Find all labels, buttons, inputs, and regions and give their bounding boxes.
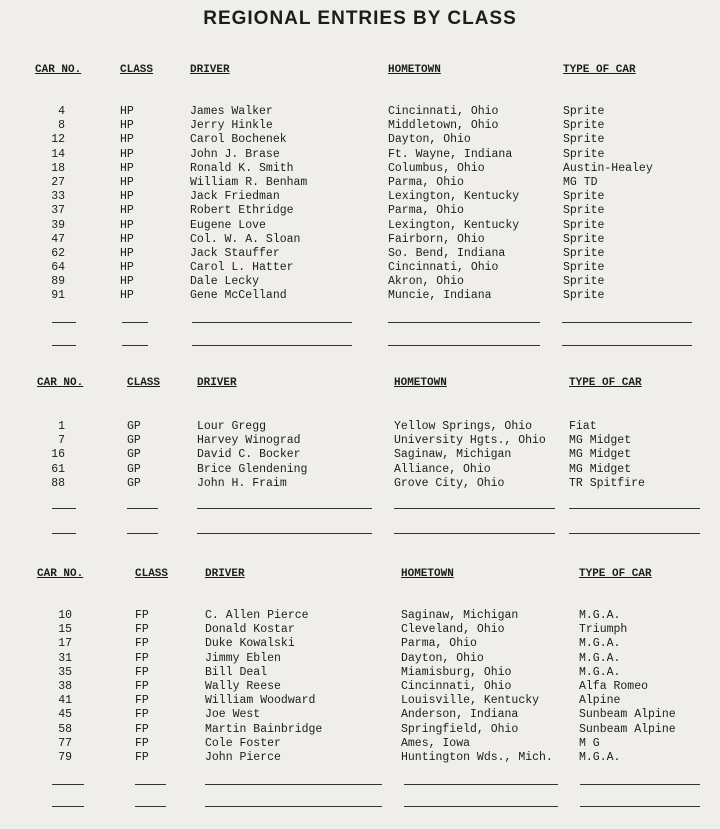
blank-entry-line (394, 533, 555, 534)
entry-row (0, 637, 720, 651)
car-number: 33 (51, 190, 65, 204)
driver: Duke Kowalski (205, 637, 295, 651)
entry-row (0, 666, 720, 680)
hometown: Miamisburg, Ohio (401, 665, 512, 679)
blank-entry-line (122, 345, 148, 346)
car-number: 41 (58, 694, 72, 708)
header-class: CLASS (135, 568, 169, 580)
car-type: M.G.A. (579, 651, 621, 665)
class: FP (135, 694, 149, 708)
blank-entry-line (394, 508, 555, 509)
car-type: MG TD (563, 175, 598, 189)
car-number: 58 (58, 722, 72, 736)
hometown: Yellow Springs, Ohio (394, 420, 533, 433)
class: GP (127, 448, 141, 462)
blank-entry-line (127, 508, 158, 509)
car-type: M.G.A. (579, 637, 621, 651)
class: HP (120, 275, 134, 289)
car-type: Sprite (563, 105, 605, 118)
car-number: 88 (51, 476, 65, 490)
entry-row (0, 133, 720, 147)
hometown: Cincinnati, Ohio (388, 105, 499, 118)
driver: Martin Bainbridge (205, 722, 323, 736)
class: FP (135, 637, 149, 651)
entry-row (0, 477, 720, 491)
car-number: 77 (58, 736, 72, 750)
car-type: Alpine (579, 694, 621, 708)
blank-entry-line (580, 806, 700, 807)
car-number: 38 (58, 679, 72, 693)
car-type: M.G.A. (579, 609, 621, 622)
hometown: University Hgts., Ohio (394, 434, 546, 448)
driver: Donald Kostar (205, 623, 295, 637)
car-type: Sprite (563, 147, 605, 161)
blank-entry-line (562, 345, 692, 346)
blank-entry-line (205, 784, 382, 785)
driver: C. Allen Pierce (205, 609, 309, 622)
blank-entry-line (562, 322, 692, 323)
entry-row (0, 652, 720, 666)
class: HP (120, 190, 134, 204)
header-driver: DRIVER (190, 64, 230, 76)
blank-entry-line (197, 533, 372, 534)
entry-row (0, 723, 720, 737)
car-number: 8 (58, 119, 65, 133)
class: HP (120, 246, 134, 260)
entry-row (0, 190, 720, 204)
car-number: 35 (58, 665, 72, 679)
header-hometown: HOMETOWN (388, 64, 441, 76)
hometown: Akron, Ohio (388, 275, 464, 289)
car-type: Triumph (579, 623, 628, 637)
driver: Robert Ethridge (190, 204, 294, 218)
header-class: CLASS (120, 64, 154, 76)
class: FP (135, 651, 149, 665)
entry-row (0, 420, 720, 434)
car-number: 64 (51, 261, 65, 275)
class: HP (120, 218, 134, 232)
hometown: Dayton, Ohio (388, 133, 471, 147)
blank-entry-line (52, 322, 76, 323)
car-number: 7 (58, 434, 65, 448)
blank-entry-line (404, 806, 558, 807)
class: GP (127, 462, 141, 476)
car-type: MG Midget (569, 448, 632, 462)
class: HP (120, 232, 134, 246)
entry-row (0, 694, 720, 708)
blank-entry-line (52, 806, 84, 807)
hometown: Parma, Ohio (388, 175, 464, 189)
driver: Carol L. Hatter (190, 261, 294, 275)
hometown: Cincinnati, Ohio (401, 679, 512, 693)
driver: Jerry Hinkle (190, 119, 273, 133)
driver: Harvey Winograd (197, 434, 301, 448)
car-type: Sprite (563, 119, 605, 133)
hometown: Saginaw, Michigan (394, 448, 512, 462)
car-type: Sunbeam Alpine (579, 722, 676, 736)
blank-entry-line (388, 345, 540, 346)
car-type: Sprite (563, 218, 605, 232)
blank-entry-line (205, 806, 382, 807)
car-type: M.G.A. (579, 750, 621, 764)
blank-entry-line (192, 345, 352, 346)
entry-row (0, 737, 720, 751)
entry-row (0, 105, 720, 119)
entry-row (0, 261, 720, 275)
entry-row (0, 751, 720, 765)
blank-entry-line (569, 533, 700, 534)
header-car-number: CAR NO. (35, 64, 82, 76)
header-driver: DRIVER (205, 568, 245, 580)
hometown: Parma, Ohio (388, 204, 464, 218)
hometown: Anderson, Indiana (401, 708, 519, 722)
entry-row (0, 434, 720, 448)
entry-row (0, 680, 720, 694)
hometown: Ft. Wayne, Indiana (388, 147, 513, 161)
entry-row (0, 204, 720, 218)
driver: Brice Glendening (197, 462, 308, 476)
hometown: So. Bend, Indiana (388, 246, 506, 260)
car-number: 39 (51, 218, 65, 232)
class: FP (135, 750, 149, 764)
hometown: Middletown, Ohio (388, 119, 499, 133)
car-type: Fiat (569, 420, 597, 433)
class: FP (135, 609, 149, 622)
entry-row (0, 162, 720, 176)
car-type: MG Midget (569, 434, 632, 448)
car-number: 4 (58, 105, 65, 118)
header-car-number: CAR NO. (37, 377, 84, 389)
driver: Carol Bochenek (190, 133, 287, 147)
driver: James Walker (190, 105, 273, 118)
car-number: 31 (58, 651, 72, 665)
driver: Jimmy Eblen (205, 651, 281, 665)
header-car-type: TYPE OF CAR (563, 64, 636, 76)
blank-entry-line (192, 322, 352, 323)
class: FP (135, 665, 149, 679)
class: FP (135, 722, 149, 736)
driver: Ronald K. Smith (190, 161, 294, 175)
hometown: Lexington, Kentucky (388, 218, 520, 232)
hometown: Cincinnati, Ohio (388, 261, 499, 275)
class: HP (120, 105, 134, 118)
driver: William Woodward (205, 694, 316, 708)
car-number: 12 (51, 133, 65, 147)
header-car-type: TYPE OF CAR (579, 568, 652, 580)
driver: Cole Foster (205, 736, 281, 750)
car-type: Sprite (563, 261, 605, 275)
car-type: Austin-Healey (563, 161, 653, 175)
class: GP (127, 420, 141, 433)
car-number: 37 (51, 204, 65, 218)
entry-row (0, 148, 720, 162)
entry-row (0, 448, 720, 462)
header-car-number: CAR NO. (37, 568, 84, 580)
class: HP (120, 175, 134, 189)
hometown: Ames, Iowa (401, 736, 471, 750)
hometown: Huntington Wds., Mich. (401, 750, 553, 764)
entry-row (0, 219, 720, 233)
entry-row (0, 609, 720, 623)
car-number: 16 (51, 448, 65, 462)
car-type: Sprite (563, 190, 605, 204)
class: HP (120, 133, 134, 147)
blank-entry-line (197, 508, 372, 509)
car-type: M G (579, 736, 600, 750)
car-number: 15 (58, 623, 72, 637)
car-type: Sprite (563, 246, 605, 260)
blank-entry-line (52, 508, 76, 509)
entry-row (0, 623, 720, 637)
blank-entry-line (580, 784, 700, 785)
class: HP (120, 119, 134, 133)
car-type: Sprite (563, 289, 605, 303)
header-car-type: TYPE OF CAR (569, 377, 642, 389)
blank-entry-line (127, 533, 158, 534)
class: HP (120, 161, 134, 175)
car-number: 45 (58, 708, 72, 722)
entry-row (0, 708, 720, 722)
blank-entry-line (52, 345, 76, 346)
blank-entry-line (52, 784, 84, 785)
class: GP (127, 476, 141, 490)
car-number: 1 (58, 420, 65, 433)
class: FP (135, 736, 149, 750)
entry-row (0, 247, 720, 261)
car-number: 27 (51, 175, 65, 189)
column-headers (0, 568, 720, 584)
driver: Gene McCelland (190, 289, 287, 303)
car-number: 10 (58, 609, 72, 622)
entry-row (0, 233, 720, 247)
car-number: 91 (51, 289, 65, 303)
car-type: TR Spitfire (569, 476, 645, 490)
blank-entry-line (388, 322, 540, 323)
hometown: Springfield, Ohio (401, 722, 519, 736)
hometown: Cleveland, Ohio (401, 623, 505, 637)
blank-entry-line (52, 533, 76, 534)
hometown: Parma, Ohio (401, 637, 477, 651)
driver: John H. Fraim (197, 476, 287, 490)
driver: Joe West (205, 708, 261, 722)
driver: William R. Benham (190, 175, 308, 189)
hometown: Muncie, Indiana (388, 289, 492, 303)
hometown: Alliance, Ohio (394, 462, 491, 476)
driver: Col. W. A. Sloan (190, 232, 301, 246)
car-type: Sprite (563, 232, 605, 246)
page-title: REGIONAL ENTRIES BY CLASS (203, 8, 517, 29)
driver: Dale Lecky (190, 275, 260, 289)
hometown: Saginaw, Michigan (401, 609, 519, 622)
class: FP (135, 679, 149, 693)
car-number: 79 (58, 750, 72, 764)
class: HP (120, 204, 134, 218)
car-type: Sunbeam Alpine (579, 708, 676, 722)
blank-entry-line (122, 322, 148, 323)
driver: Lour Gregg (197, 420, 267, 433)
header-class: CLASS (127, 377, 161, 389)
column-headers (0, 377, 720, 393)
driver: Jack Stauffer (190, 246, 280, 260)
class: HP (120, 289, 134, 303)
car-number: 62 (51, 246, 65, 260)
hometown: Dayton, Ohio (401, 651, 484, 665)
blank-entry-line (135, 784, 166, 785)
car-number: 18 (51, 161, 65, 175)
header-driver: DRIVER (197, 377, 237, 389)
header-hometown: HOMETOWN (394, 377, 447, 389)
car-type: MG Midget (569, 462, 632, 476)
driver: John J. Brase (190, 147, 280, 161)
entry-row (0, 463, 720, 477)
hometown: Lexington, Kentucky (388, 190, 520, 204)
driver: Bill Deal (205, 665, 268, 679)
driver: David C. Bocker (197, 448, 301, 462)
car-type: Alfa Romeo (579, 679, 649, 693)
blank-entry-line (569, 508, 700, 509)
column-headers (0, 64, 720, 80)
entry-row (0, 289, 720, 303)
car-type: Sprite (563, 133, 605, 147)
class: FP (135, 708, 149, 722)
car-number: 61 (51, 462, 65, 476)
car-type: Sprite (563, 275, 605, 289)
entry-row (0, 176, 720, 190)
hometown: Grove City, Ohio (394, 476, 505, 490)
car-number: 17 (58, 637, 72, 651)
car-number: 47 (51, 232, 65, 246)
class: FP (135, 623, 149, 637)
car-type: Sprite (563, 204, 605, 218)
car-number: 14 (51, 147, 65, 161)
driver: Jack Friedman (190, 190, 280, 204)
hometown: Fairborn, Ohio (388, 232, 485, 246)
car-type: M.G.A. (579, 665, 621, 679)
hometown: Columbus, Ohio (388, 161, 485, 175)
car-number: 89 (51, 275, 65, 289)
header-hometown: HOMETOWN (401, 568, 454, 580)
driver: Wally Reese (205, 679, 281, 693)
class: HP (120, 147, 134, 161)
driver: Eugene Love (190, 218, 266, 232)
hometown: Louisville, Kentucky (401, 694, 540, 708)
class: HP (120, 261, 134, 275)
blank-entry-line (404, 784, 558, 785)
entry-row (0, 119, 720, 133)
blank-entry-line (135, 806, 166, 807)
driver: John Pierce (205, 750, 281, 764)
entry-row (0, 275, 720, 289)
class: GP (127, 434, 141, 448)
